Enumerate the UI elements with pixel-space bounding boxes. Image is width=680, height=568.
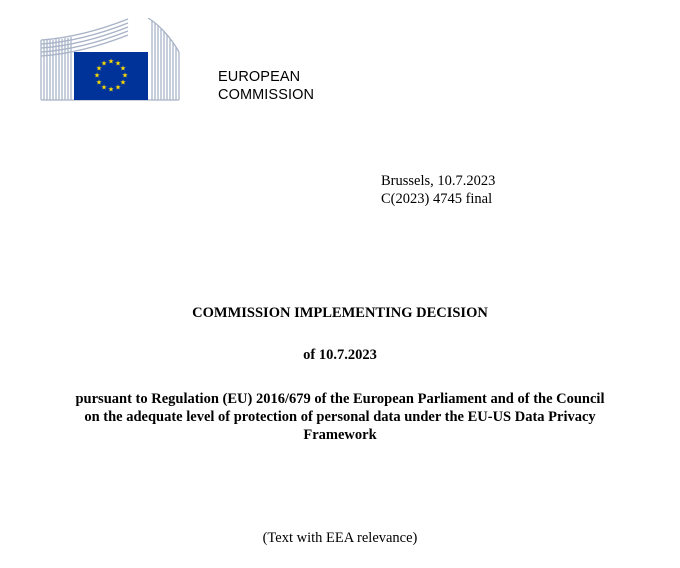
- subject-line-1: pursuant to Regulation (EU) 2016/679 of the European Parliament and of the Council: [75, 391, 605, 407]
- document-reference: [381, 172, 495, 208]
- organisation-name: [218, 68, 314, 104]
- document-date: of 10.7.2023: [303, 347, 377, 363]
- svg-text:★: ★: [121, 71, 129, 80]
- svg-text:★: ★: [100, 83, 108, 92]
- svg-text:★: ★: [95, 64, 103, 73]
- svg-text:★: ★: [119, 78, 127, 87]
- svg-text:★: ★: [95, 78, 103, 87]
- svg-text:★: ★: [107, 85, 115, 94]
- svg-text:★: ★: [119, 64, 127, 73]
- svg-text:★: ★: [93, 71, 101, 80]
- svg-text:★: ★: [114, 83, 122, 92]
- document-title: COMMISSION IMPLEMENTING DECISION: [192, 305, 488, 321]
- organisation-name-line-1: EUROPEAN: [218, 69, 301, 85]
- eea-relevance-note: (Text with EEA relevance): [262, 530, 418, 546]
- svg-text:★: ★: [100, 59, 108, 68]
- european-commission-logo: [40, 18, 180, 104]
- organisation-name-line-2: COMMISSION: [218, 87, 315, 103]
- document-number: C(2023) 4745 final: [381, 191, 493, 207]
- subject-line-2: on the adequate level of protection of personal data under the EU-US Data Privacy: [84, 409, 596, 425]
- svg-text:★: ★: [107, 57, 115, 66]
- place-date: Brussels, 10.7.2023: [381, 173, 496, 189]
- document-subject: [40, 390, 640, 444]
- svg-text:★: ★: [114, 59, 122, 68]
- subject-line-3: Framework: [303, 427, 377, 443]
